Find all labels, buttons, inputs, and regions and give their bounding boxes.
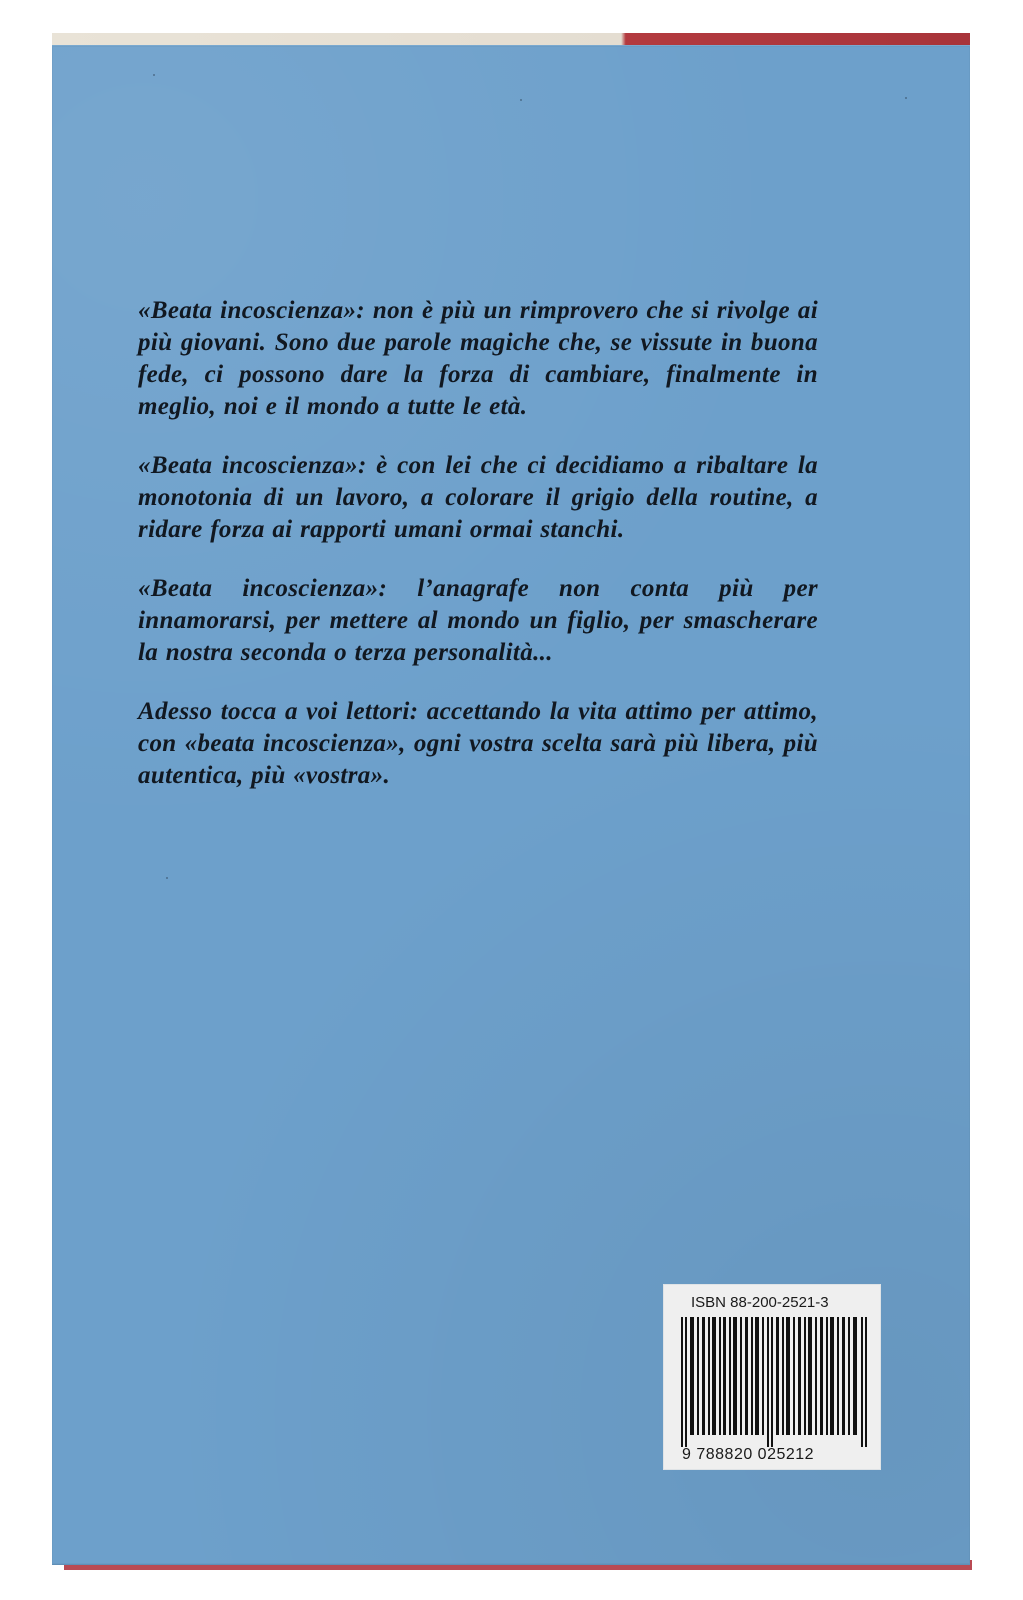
barcode-number: 9 788820 025212 bbox=[682, 1446, 815, 1463]
blurb-paragraph: «Beata incoscienza»: l’anagrafe non conta più per innamorarsi, per mettere al mondo un figlio, per smascherare la nostra seconda o terza personalità... bbox=[138, 575, 818, 666]
barcode-label bbox=[664, 1285, 880, 1469]
blurb-paragraph: Adesso tocca a voi lettori: accettando la vita attimo per attimo, con «beata incoscienza», ogni vostra scelta sarà più libera, più autentica, più «vostra». bbox=[138, 698, 818, 789]
cover-speck bbox=[153, 74, 155, 76]
cover-speck bbox=[520, 99, 522, 101]
isbn-text: ISBN 88-200-2521-3 bbox=[691, 1294, 829, 1311]
cover-speck bbox=[166, 877, 168, 879]
back-cover-blurb bbox=[138, 295, 818, 819]
barcode-icon bbox=[681, 1317, 867, 1447]
blurb-paragraph: «Beata incoscienza»: è con lei che ci decidiamo a ribaltare la monotonia di un lavoro, a colorare il grigio della routine, a ridare forza ai rapporti umani ormai stanchi. bbox=[138, 452, 818, 543]
cover-speck bbox=[905, 97, 907, 99]
blurb-paragraph: «Beata incoscienza»: non è più un rimprovero che si rivolge ai più giovani. Sono due parole magiche che, se vissute in buona fede, ci possono dare la forza di cambiare, finalmente in meglio, noi e il mondo a tutte le età. bbox=[138, 297, 818, 420]
